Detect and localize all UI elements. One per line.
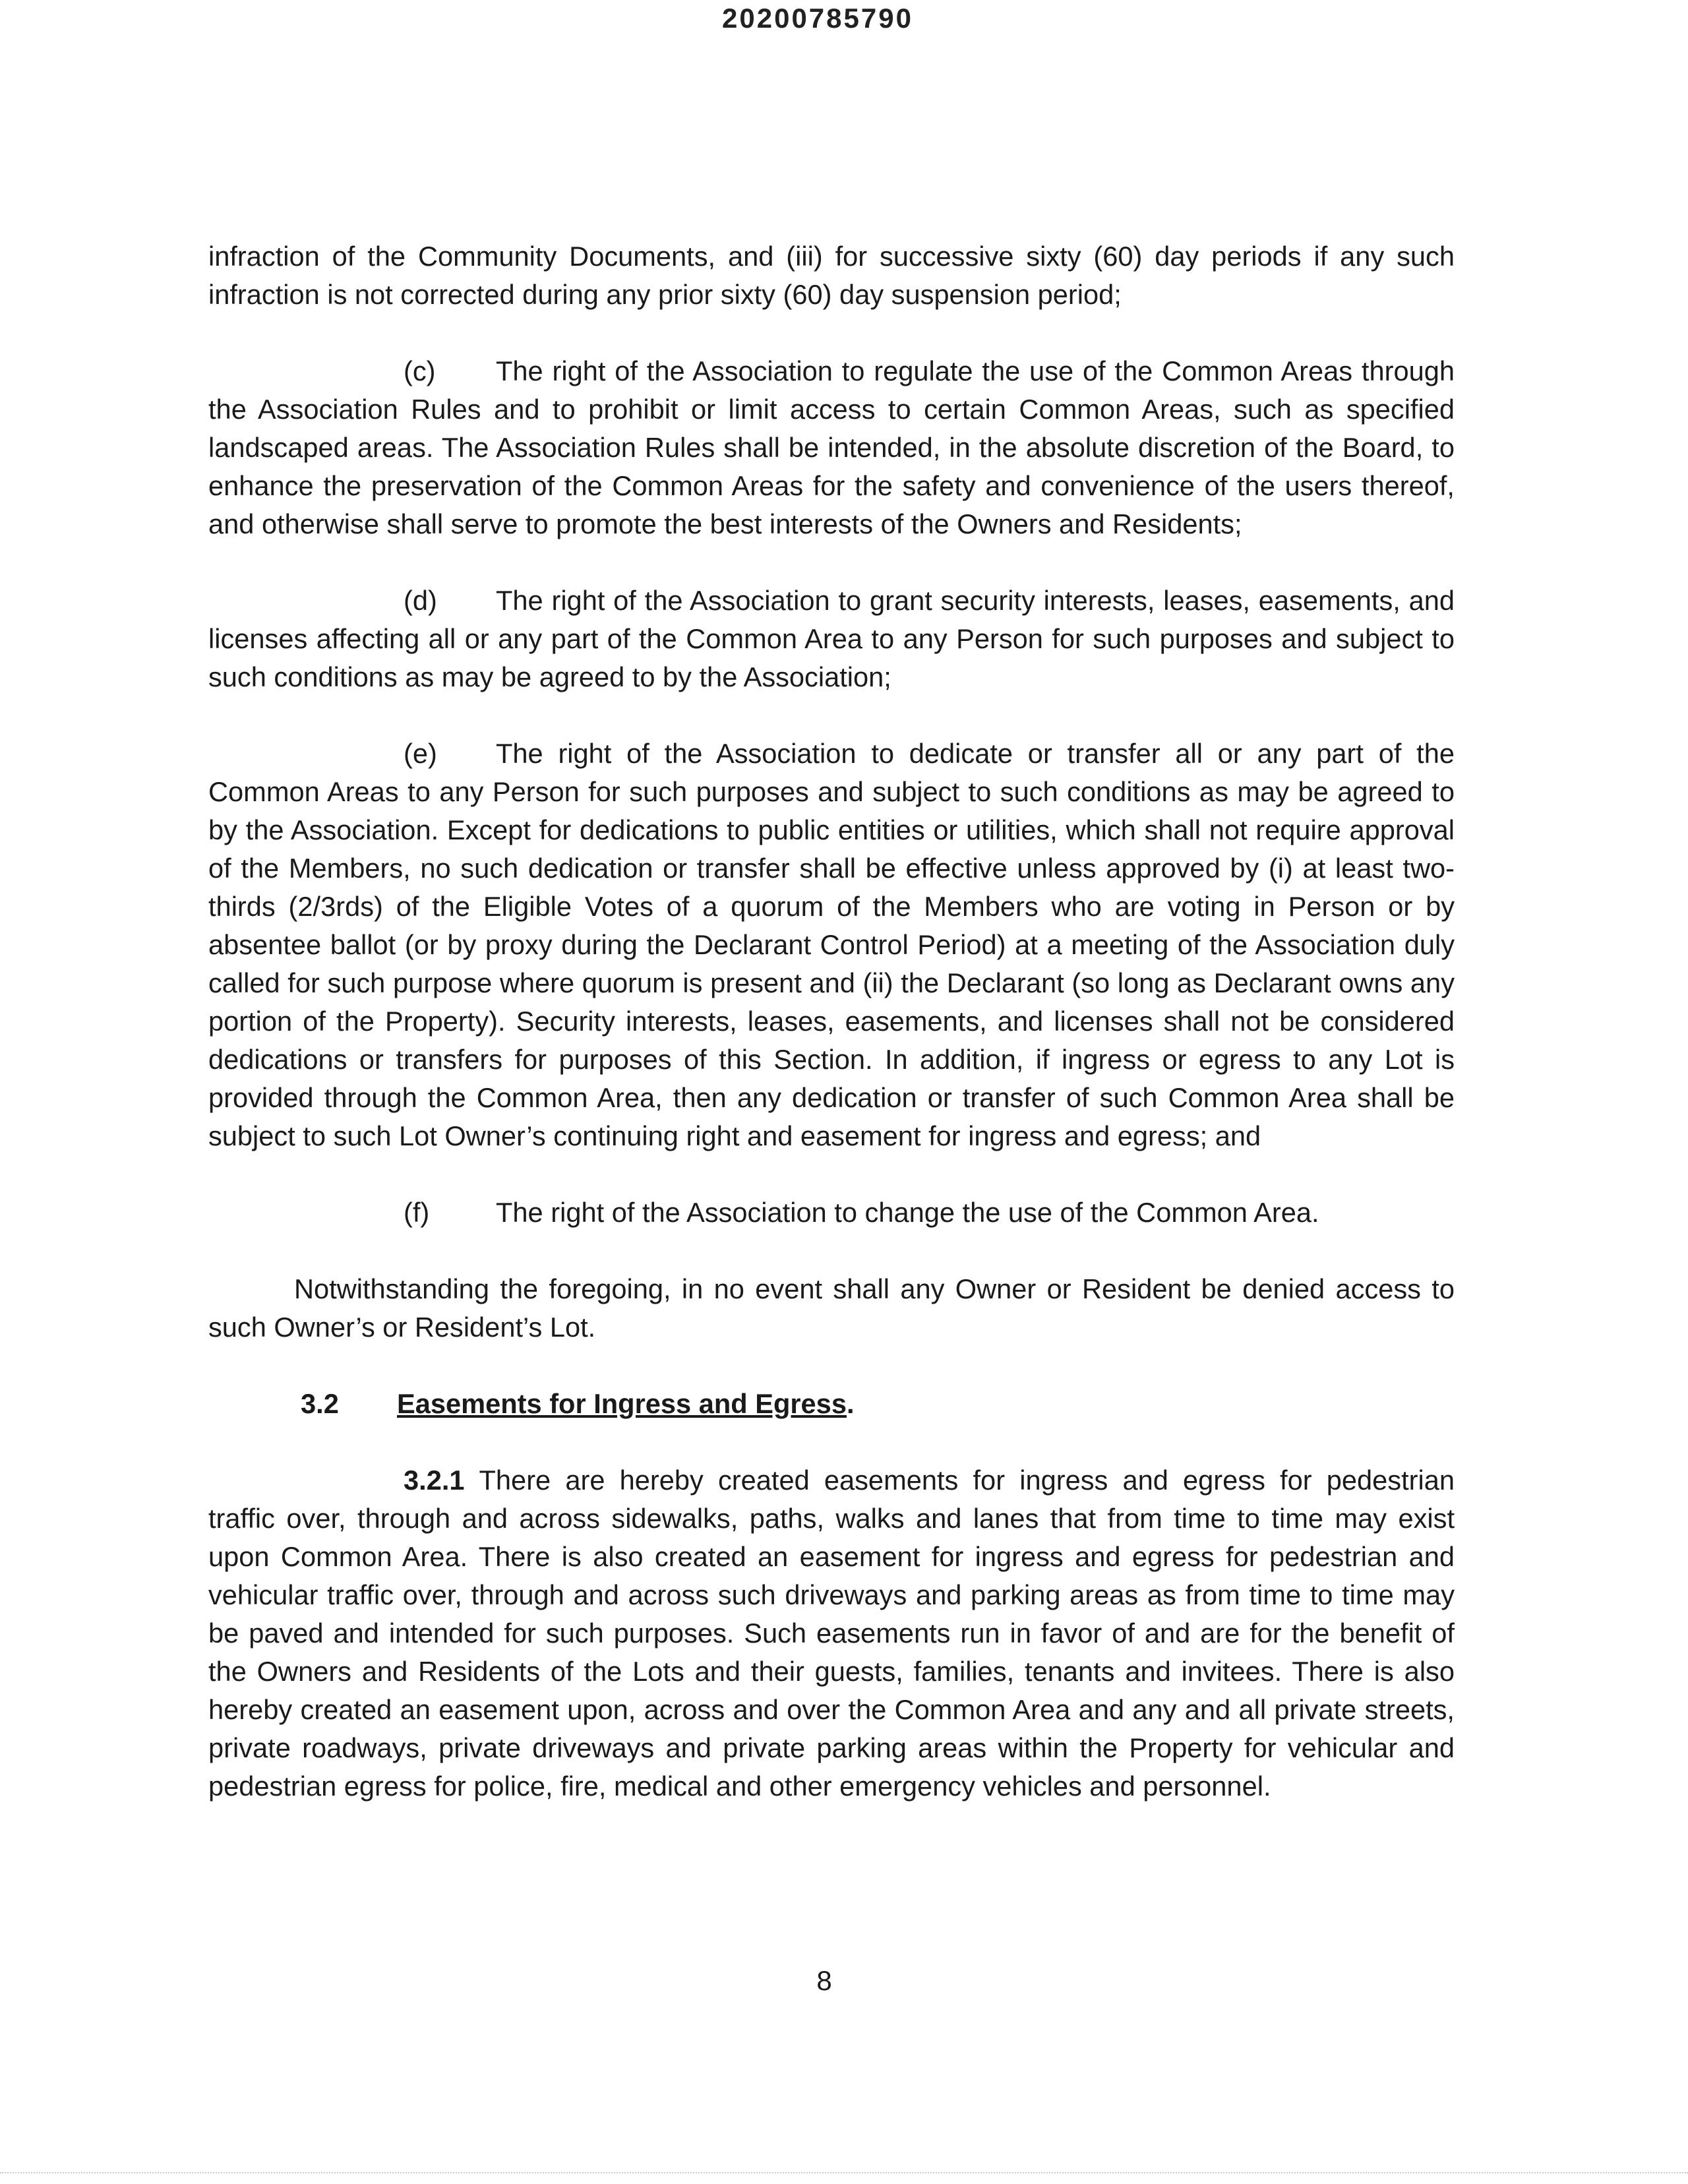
section-3-2-1-text: There are hereby created easements for ingress and egress for pedestrian traffic over, through and across sidewalks, paths, walks and lanes that from time to time may exist upon Common Area. There is also created an easement for ingress and egress for pedestrian and vehicular traffic over, through and across such driveways and parking areas as from time to time may be paved and intended for such purposes. Such easements run in favor of and are for the benefit of the Owners and Residents of the Lots and their guests, families, tenants and invitees. There is also hereby created an easement upon, across and over the Common Area and any and all private streets, private roadways, private driveways and private parking areas within the Property for vehicular and pedestrian egress for police, fire, medical and other emergency vehicles and personnel. xyxy=(208,1465,1455,1802)
section-3-2-title: Easements for Ingress and Egress xyxy=(397,1388,847,1419)
paragraph-d-label: (d) xyxy=(404,585,437,616)
section-3-2-1 xyxy=(208,1461,1455,1805)
paragraph-e-label: (e) xyxy=(404,738,437,769)
paragraph-d xyxy=(208,582,1455,696)
document-body xyxy=(208,237,1455,1844)
document-number: 20200785790 xyxy=(722,3,913,34)
paragraph-c-text: The right of the Association to regulate the use of the Common Areas through the Association Rules and to prohibit or limit access to certain Common Areas, such as specified landscaped areas. The Association Rules shall be intended, in the absolute discretion of the Board, to enhance the preservation of the Common Areas for the safety and convenience of the users thereof, and otherwise shall serve to promote the best interests of the Owners and Residents; xyxy=(208,355,1455,539)
scan-edge-divider xyxy=(0,2172,1688,2175)
paragraph-d-text: The right of the Association to grant security interests, leases, easements, and licenses affecting all or any part of the Common Area to any Person for such purposes and subject to such conditions as may be agreed to by the Association; xyxy=(208,585,1455,692)
section-3-2-number: 3.2 xyxy=(301,1388,339,1419)
paragraph-continuation: infraction of the Community Documents, and (iii) for successive sixty (60) day periods if any such infraction is not corrected during any prior sixty (60) day suspension period; xyxy=(208,241,1455,310)
paragraph-f-label: (f) xyxy=(404,1197,430,1228)
section-3-2-period: . xyxy=(846,1388,855,1419)
paragraph-c xyxy=(208,352,1455,543)
section-3-2-1-number: 3.2.1 xyxy=(404,1465,465,1496)
page-number: 8 xyxy=(816,1965,832,1996)
paragraph-c-label: (c) xyxy=(404,355,436,386)
paragraph-notwithstanding: Notwithstanding the foregoing, in no event shall any Owner or Resident be denied access to such Owner’s or Resident’s Lot. xyxy=(208,1273,1455,1343)
paragraph-f-text: The right of the Association to change the use of the Common Area. xyxy=(496,1197,1319,1228)
paragraph-e-text: The right of the Association to dedicate or transfer all or any part of the Common Areas to any Person for such purposes and subject to such conditions as may be agreed to by the Association. Except for dedications to public entities or utilities, which shall not require approval of the Members, no such dedication or transfer shall be effective unless approved by (i) at least two-thirds (2/3rds) of the Eligible Votes of a quorum of the Members who are voting in Person or by absentee ballot (or by proxy during the Declarant Control Period) at a meeting of the Association duly called for such purpose where quorum is present and (ii) the Declarant (so long as Declarant owns any portion of the Property). Security interests, leases, easements, and licenses shall not be considered dedications or transfers for purposes of this Section. In addition, if ingress or egress to any Lot is provided through the Common Area, then any dedication or transfer of such Common Area shall be subject to such Lot Owner’s continuing right and easement for ingress and egress; and xyxy=(208,738,1455,1151)
paragraph-e xyxy=(208,735,1455,1155)
section-3-2-heading xyxy=(208,1385,1455,1423)
paragraph-f xyxy=(208,1194,1455,1232)
